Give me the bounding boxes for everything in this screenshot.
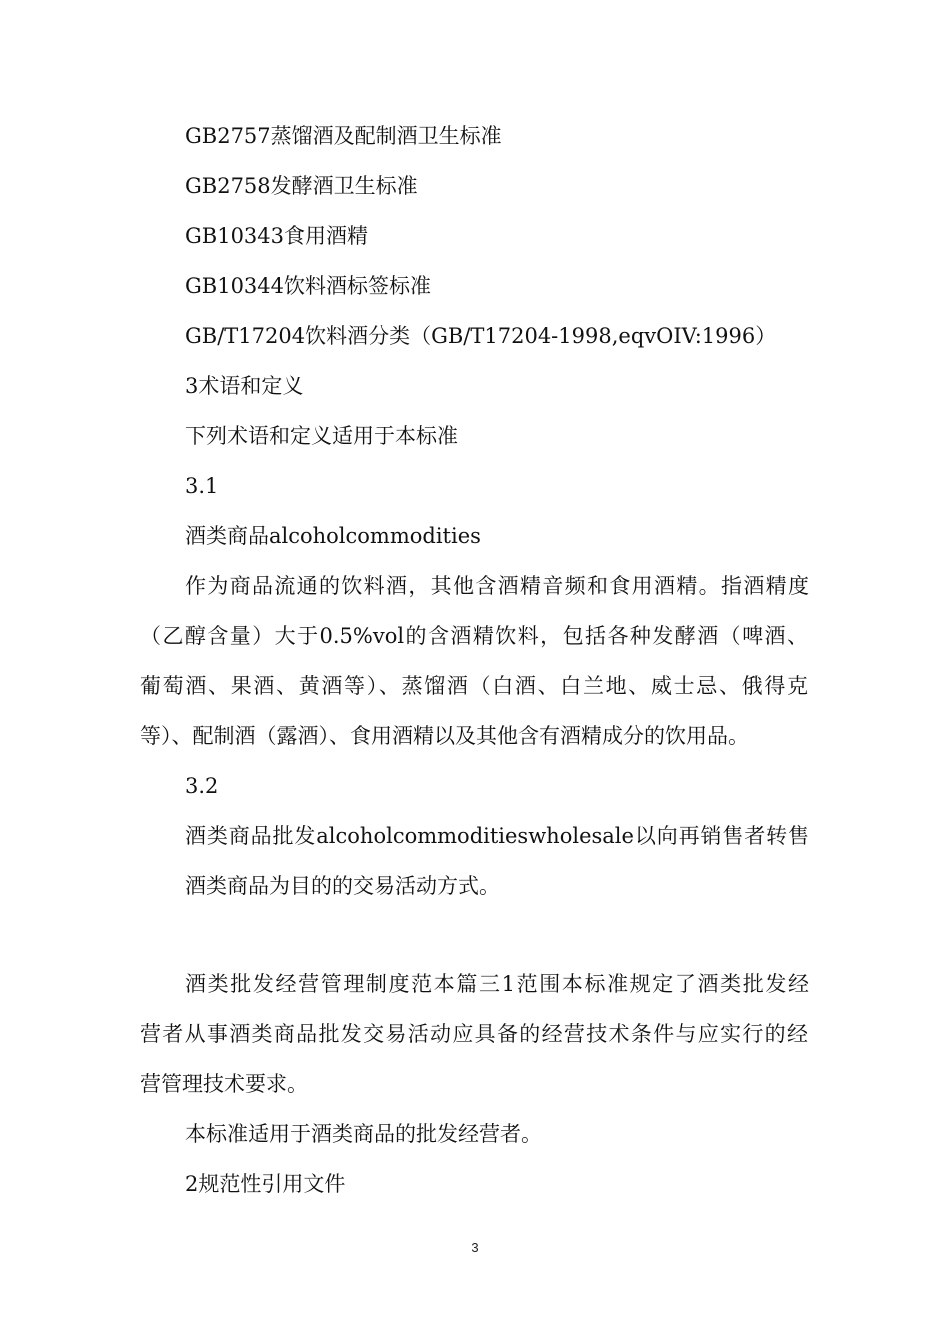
- definition-line-4: 等）、配制酒（露酒）、食用酒精以及其他含有酒精成分的饮用品。: [140, 724, 749, 748]
- reference-gb10343: GB10343食用酒精: [185, 224, 369, 248]
- wholesale-term-line-2: 酒类商品为目的的交易活动方式。: [185, 874, 500, 898]
- reference-gb2757: GB2757蒸馏酒及配制酒卫生标准: [185, 124, 502, 148]
- wholesale-term-line-1: 酒类商品批发alcoholcommoditieswholesale以向再销售者转售: [185, 824, 809, 848]
- section-heading-terms: 3术语和定义: [185, 374, 304, 398]
- scope-paragraph-line-1: 酒类批发经营管理制度范本篇三1范围本标准规定了酒类批发经: [185, 972, 809, 996]
- scope-paragraph-line-3: 营管理技术要求。: [140, 1072, 308, 1096]
- definition-line-2: （乙醇含量）大于0.5%vol的含酒精饮料，包括各种发酵酒（啤酒、: [140, 624, 808, 648]
- scope-paragraph-line-2: 营者从事酒类商品批发交易活动应具备的经营技术条件与应实行的经: [140, 1022, 808, 1046]
- definition-line-1: 作为商品流通的饮料酒，其他含酒精音频和食用酒精。指酒精度: [185, 574, 809, 598]
- page-number: 3: [471, 1240, 479, 1255]
- reference-gb10344: GB10344饮料酒标签标准: [185, 274, 432, 298]
- definition-line-3: 葡萄酒、果酒、黄酒等）、蒸馏酒（白酒、白兰地、威士忌、俄得克: [140, 674, 808, 698]
- scope-applicability: 本标准适用于酒类商品的批发经营者。: [185, 1122, 542, 1146]
- section-heading-normative-references: 2规范性引用文件: [185, 1172, 346, 1196]
- clause-number-3-2: 3.2: [185, 774, 219, 798]
- clause-number-3-1: 3.1: [185, 474, 219, 498]
- reference-gb2758: GB2758发酵酒卫生标准: [185, 174, 418, 198]
- term-alcohol-commodities: 酒类商品alcoholcommodities: [185, 524, 481, 548]
- reference-gbt17204: GB/T17204饮料酒分类（GB/T17204-1998,eqvOIV:1996）: [185, 324, 777, 348]
- paragraph-terms-intro: 下列术语和定义适用于本标准: [185, 424, 458, 448]
